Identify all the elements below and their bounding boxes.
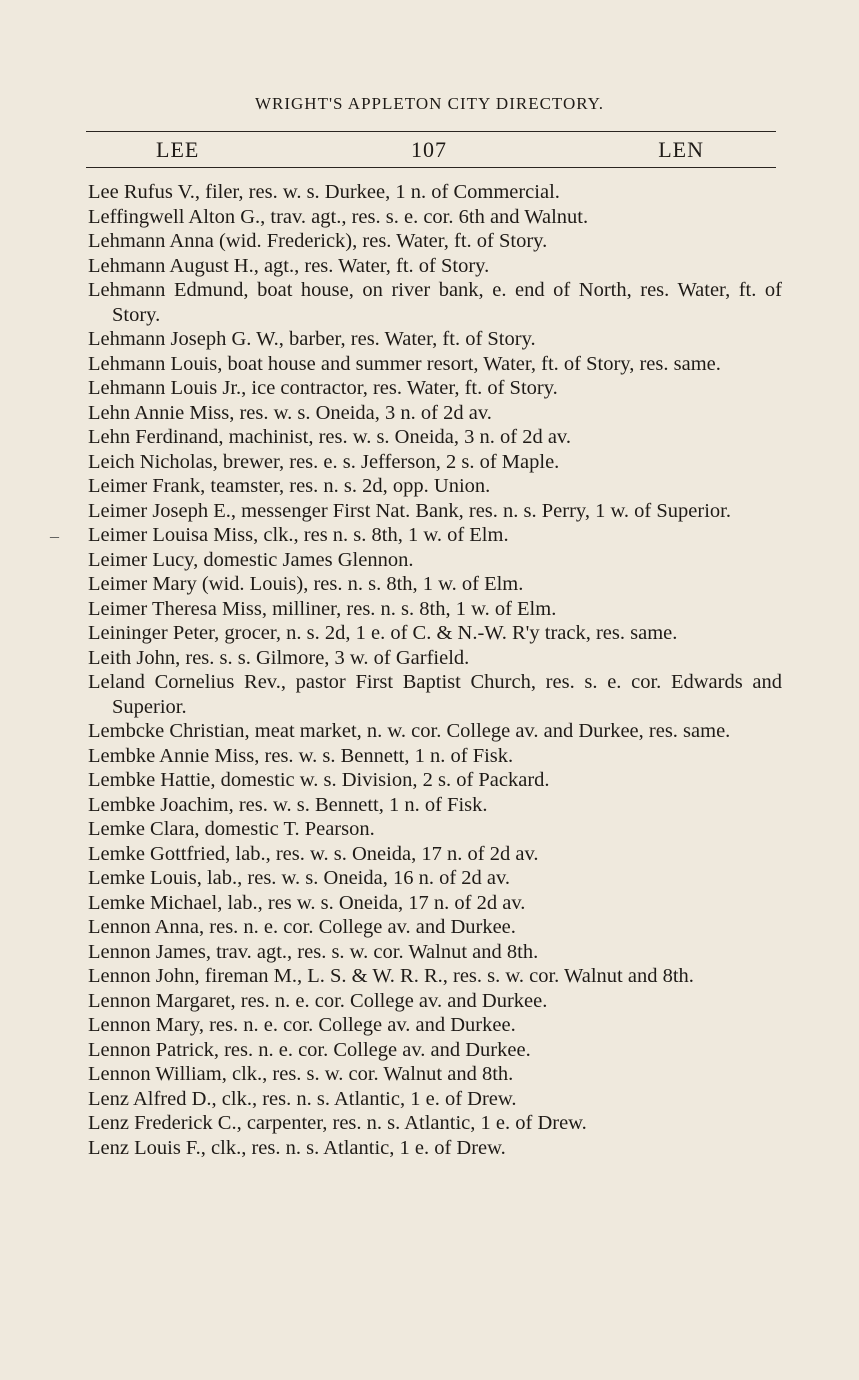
directory-entry: Lemke Gottfried, lab., res. w. s. Oneida, 17 n. of 2d av. <box>88 842 539 865</box>
directory-entry: Lembke Joachim, res. w. s. Bennett, 1 n. of Fisk. <box>88 793 488 816</box>
directory-entry: Lenz Alfred D., clk., res. n. s. Atlantic, 1 e. of Drew. <box>88 1087 517 1110</box>
directory-entries <box>88 180 782 1160</box>
running-title: WRIGHT'S APPLETON CITY DIRECTORY. <box>254 94 605 113</box>
directory-entry: Lehn Ferdinand, machinist, res. w. s. Oneida, 3 n. of 2d av. <box>88 426 571 448</box>
directory-entry: Lennon James, trav. agt., res. s. w. cor. Walnut and 8th. <box>88 940 539 963</box>
directory-entry: Lennon Anna, res. n. e. cor. College av. and Durkee. <box>88 916 516 938</box>
directory-entry: Leffingwell Alton G., trav. agt., res. s. e. cor. 6th and Walnut. <box>88 205 589 228</box>
header-rule-top <box>86 131 776 132</box>
directory-entry: Lemke Louis, lab., res. w. s. Oneida, 16 n. of 2d av. <box>88 867 511 889</box>
margin-pencil-mark: – <box>50 526 59 546</box>
directory-entry: Lenz Frederick C., carpenter, res. n. s. Atlantic, 1 e. of Drew. <box>88 1112 587 1134</box>
directory-entry: Lembke Hattie, domestic w. s. Division, 2 s. of Packard. <box>88 769 550 791</box>
directory-entry: Leland Cornelius Rev., pastor First Baptist Church, res. s. e. cor. Edwards and Superior. <box>88 671 782 718</box>
guide-word-left: LEE <box>156 137 200 162</box>
directory-entry: Lee Rufus V., filer, res. w. s. Durkee, 1 n. of Commercial. <box>88 181 560 203</box>
directory-entry: Lehmann Louis, boat house and summer resort, Water, ft. of Story, res. same. <box>88 352 721 375</box>
directory-entry: Lemke Michael, lab., res w. s. Oneida, 17 n. of 2d av. <box>88 891 526 914</box>
directory-entry: Lehmann Joseph G. W., barber, res. Water, ft. of Story. <box>88 328 536 350</box>
header-rule-bottom <box>86 167 776 168</box>
directory-entry: Leimer Theresa Miss, milliner, res. n. s. 8th, 1 w. of Elm. <box>88 597 557 620</box>
directory-entry: Lembke Annie Miss, res. w. s. Bennett, 1 n. of Fisk. <box>88 744 514 767</box>
directory-entry: Lenz Louis F., clk., res. n. s. Atlantic, 1 e. of Drew. <box>88 1136 506 1159</box>
directory-entry: Lemke Clara, domestic T. Pearson. <box>88 818 375 840</box>
directory-entry: Lehmann Anna (wid. Frederick), res. Water, ft. of Story. <box>88 230 548 252</box>
directory-entry: Lennon John, fireman M., L. S. & W. R. R., res. s. w. cor. Walnut and 8th. <box>88 965 694 987</box>
directory-entry: Lennon Margaret, res. n. e. cor. College av. and Durkee. <box>88 989 548 1012</box>
directory-entry: Leimer Frank, teamster, res. n. s. 2d, opp. Union. <box>88 475 491 497</box>
directory-entry: Leimer Louisa Miss, clk., res n. s. 8th, 1 w. of Elm. <box>88 524 509 546</box>
directory-entry: Leich Nicholas, brewer, res. e. s. Jefferson, 2 s. of Maple. <box>88 450 560 473</box>
directory-entry: Lembcke Christian, meat market, n. w. cor. College av. and Durkee, res. same. <box>88 720 731 742</box>
directory-entry: Leimer Joseph E., messenger First Nat. Bank, res. n. s. Perry, 1 w. of Superior. <box>88 499 731 522</box>
directory-entry: Lennon Patrick, res. n. e. cor. College av. and Durkee. <box>88 1038 531 1061</box>
directory-entry: Leimer Lucy, domestic James Glennon. <box>88 548 414 571</box>
directory-entry: Lennon William, clk., res. s. w. cor. Walnut and 8th. <box>88 1063 514 1085</box>
guide-word-right: LEN <box>658 137 704 162</box>
directory-entry: Lehmann August H., agt., res. Water, ft. of Story. <box>88 254 490 277</box>
directory-entry: Lehmann Louis Jr., ice contractor, res. Water, ft. of Story. <box>88 377 558 399</box>
page-number: 107 <box>411 137 447 162</box>
directory-entry: Lehmann Edmund, boat house, on river bank, e. end of North, res. Water, ft. of Story. <box>88 279 782 326</box>
directory-entry: Leith John, res. s. s. Gilmore, 3 w. of Garfield. <box>88 646 470 669</box>
directory-entry: Lennon Mary, res. n. e. cor. College av. and Durkee. <box>88 1014 516 1036</box>
directory-entry: Leimer Mary (wid. Louis), res. n. s. 8th, 1 w. of Elm. <box>88 573 524 595</box>
directory-entry: Lehn Annie Miss, res. w. s. Oneida, 3 n. of 2d av. <box>88 401 492 424</box>
directory-entry: Leininger Peter, grocer, n. s. 2d, 1 e. of C. & N.-W. R'y track, res. same. <box>88 622 678 644</box>
guide-line <box>86 137 776 165</box>
